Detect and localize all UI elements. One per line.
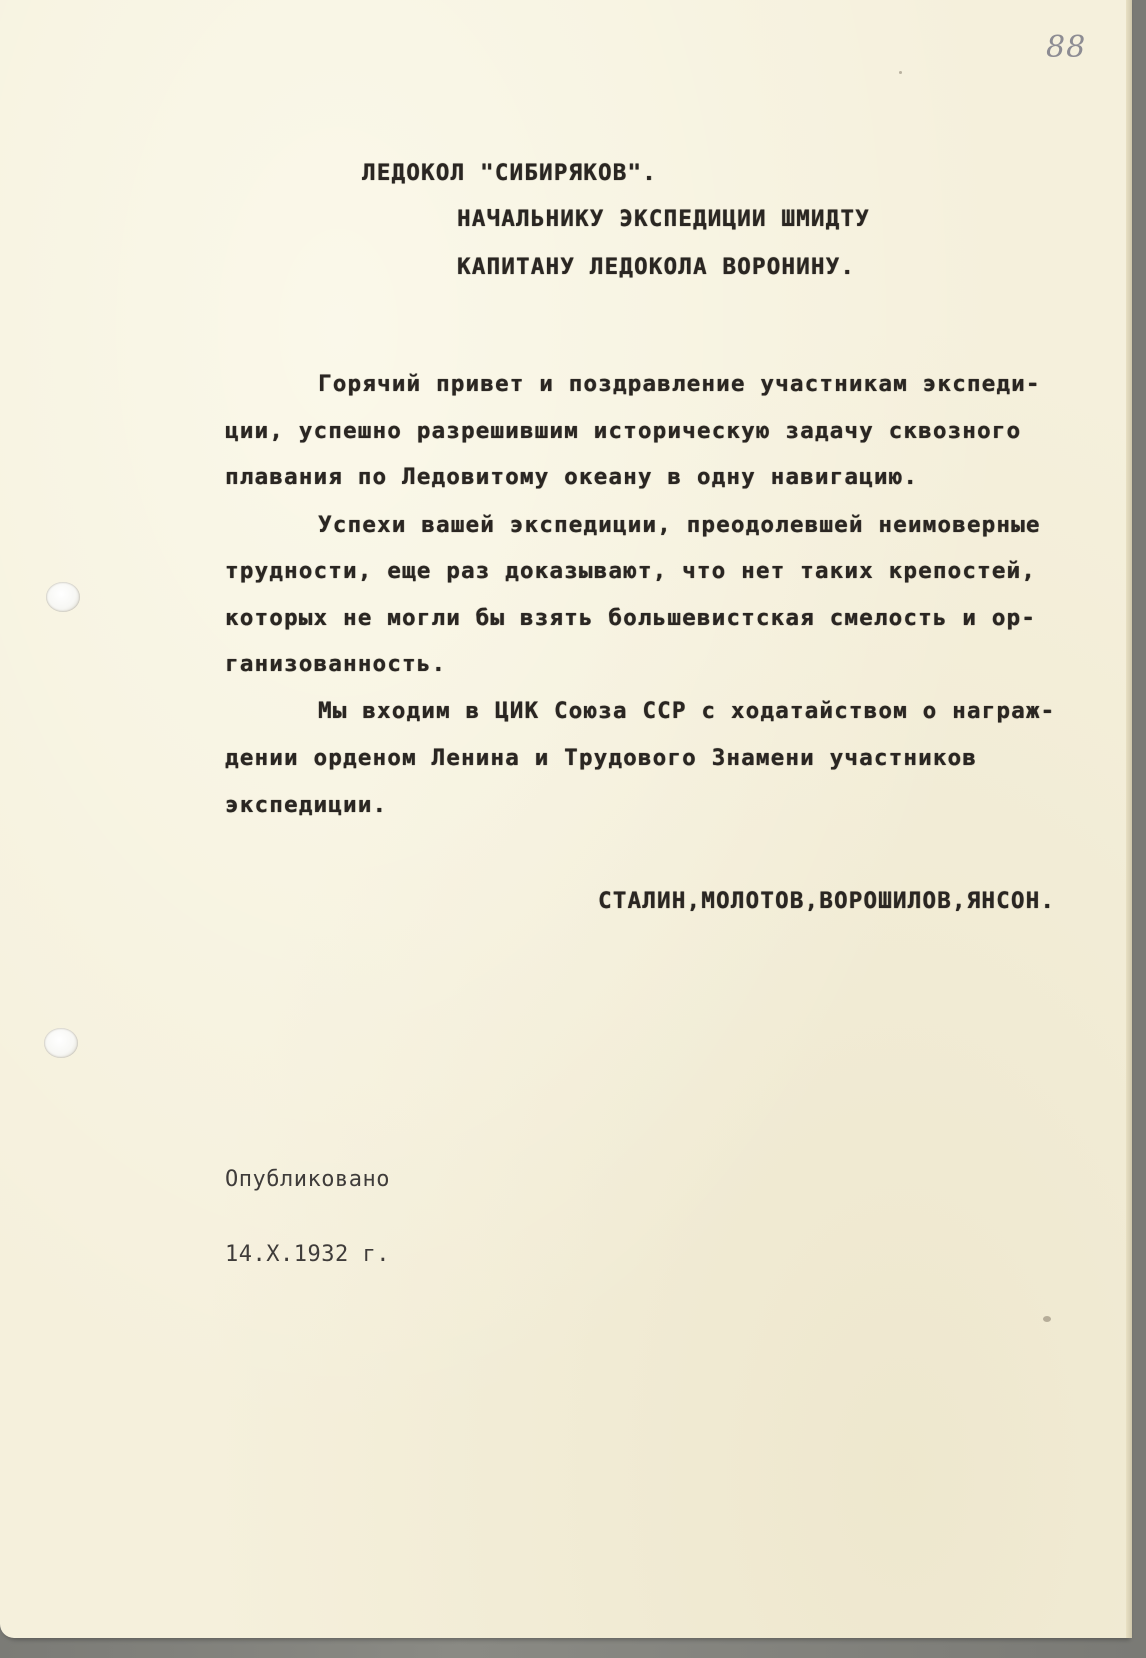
body-line: Горячий привет и поздравление участникам экспеди- — [318, 371, 1041, 397]
body-line: трудности, еще раз доказывают, что нет таких крепостей, — [225, 558, 1037, 584]
paper-speck — [899, 71, 902, 74]
paper-speck — [1043, 1316, 1051, 1322]
body-line: ции, успешно разрешившим историческую задачу сквозного — [225, 418, 1022, 444]
publication-note — [225, 1117, 390, 1317]
publication-date: 14.X.1932 г. — [225, 1242, 390, 1267]
body-line: экспедиции. — [225, 792, 388, 818]
publication-label: Опубликовано — [225, 1167, 390, 1192]
address-line-captain: КАПИТАНУ ЛЕДОКОЛА ВОРОНИНУ. — [457, 254, 856, 280]
body-line: которых не могли бы взять большевистская смелость и ор- — [225, 605, 1037, 631]
address-line-vessel: ЛЕДОКОЛ "СИБИРЯКОВ". — [362, 160, 657, 186]
punch-hole-bottom — [44, 1028, 78, 1058]
archive-page-number: 88 — [1046, 30, 1087, 65]
address-line-expedition-head: НАЧАЛЬНИКУ ЭКСПЕДИЦИИ ШМИДТУ — [457, 206, 870, 232]
page-edge — [1126, 0, 1132, 1638]
body-line: дении орденом Ленина и Трудового Знамени участников — [225, 745, 978, 771]
body-line: плавания по Ледовитому океану в одну навигацию. — [225, 464, 919, 490]
punch-hole-top — [46, 582, 80, 612]
signatures: СТАЛИН,МОЛОТОВ,ВОРОШИЛОВ,ЯНСОН. — [598, 888, 1056, 914]
body-line: Успехи вашей экспедиции, преодолевшей неимоверные — [318, 512, 1041, 538]
body-line: Мы входим в ЦИК Союза ССР с ходатайством о награж- — [318, 698, 1056, 724]
body-line: ганизованность. — [225, 651, 447, 677]
